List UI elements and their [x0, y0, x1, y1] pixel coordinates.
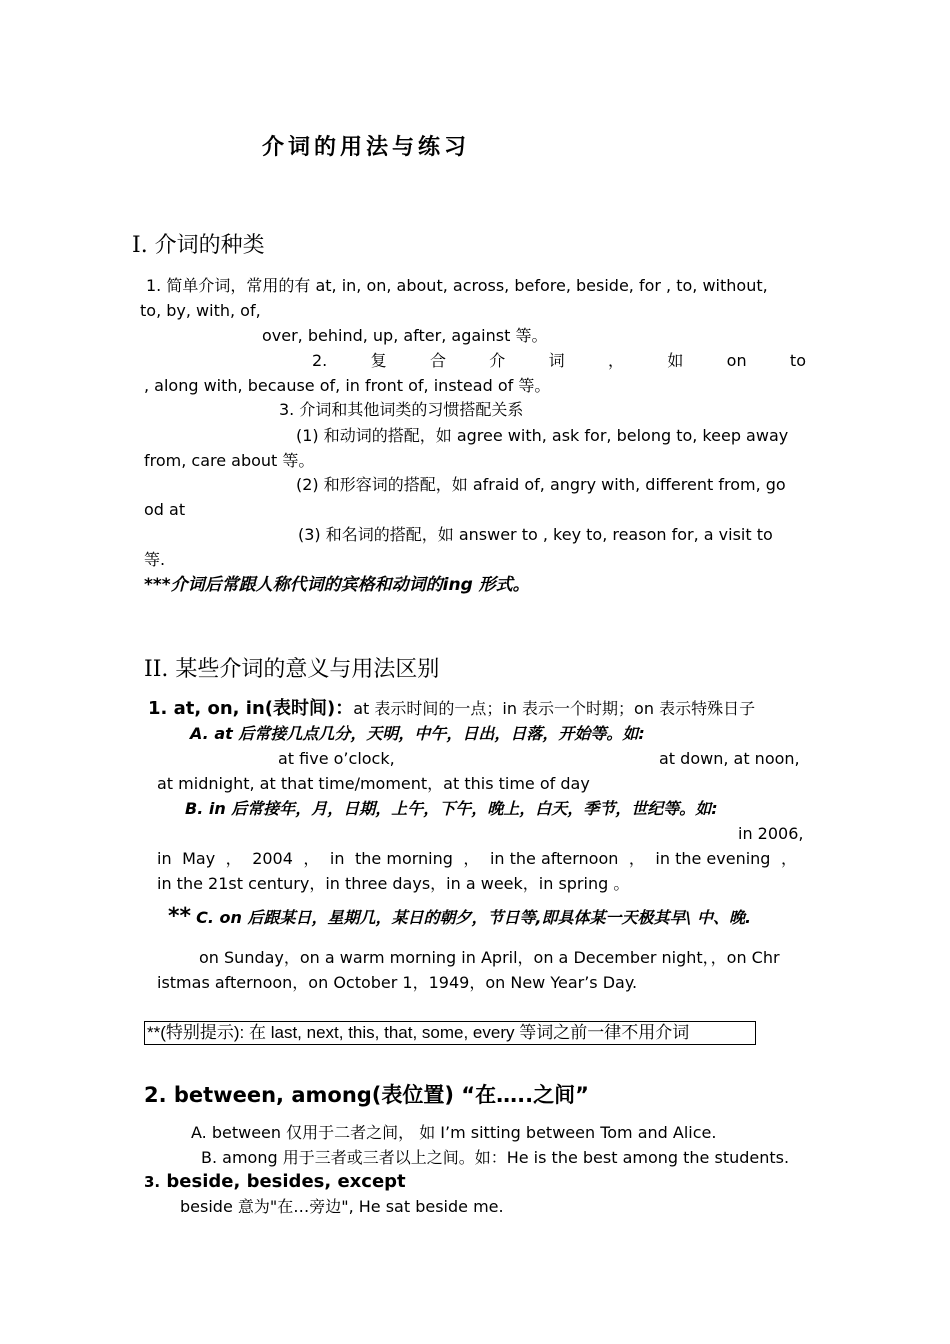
example-line: beside 意为"在…旁边", He sat beside me.	[180, 1197, 504, 1216]
section-heading-1: I. 介词的种类	[132, 233, 265, 258]
subsection-heading: 1. at, on, in(表时间)：at 表示时间的一点；in 表示一个时期；on 表示特殊日子	[148, 698, 756, 719]
text-line-justified: 2. 复 合 介 词 ， 如 on to	[312, 351, 806, 370]
subsection-heading: 3. beside, besides, except	[144, 1171, 406, 1192]
section-heading-3: 2. between, among(表位置) “在…..之间”	[144, 1083, 589, 1107]
text-line: from, care about 等。	[144, 451, 315, 470]
text-line: (2) 和形容词的搭配，如 afraid of, angry with, different from, go	[296, 475, 786, 494]
example-line: at down, at noon,	[659, 749, 800, 768]
text-line: over, behind, up, after, against 等。	[262, 326, 548, 345]
text-line: to, by, with, of,	[140, 301, 261, 320]
example-line: A. between 仅用于二者之间， 如 I’m sitting between Tom and Alice.	[191, 1123, 717, 1142]
text-line: (3) 和名词的搭配，如 answer to , key to, reason for, a visit to	[298, 525, 773, 544]
note-line: ***介词后常跟人称代词的宾格和动词的ing 形式。	[144, 575, 530, 595]
rule-line: ** C. on 后跟某日，星期几，某日的朝夕，节日等,即具体某一天极其早\ 中、晚.	[168, 904, 752, 929]
page-title: 介词的用法与练习	[262, 134, 471, 160]
section-heading-2: II. 某些介词的意义与用法区别	[144, 657, 440, 682]
example-line: in the 21st century，in three days，in a week，in spring 。	[157, 874, 630, 893]
example-line: at midnight, at that time/moment，at this time of day	[157, 774, 590, 793]
text-line: 等.	[144, 550, 166, 569]
rule-line: B. in 后常接年，月，日期，上午，下午，晚上，白天，季节，世纪等。如:	[185, 799, 718, 818]
text-line: 1. 简单介词，常用的有 at, in, on, about, across, before, beside, for , to, without,	[146, 276, 768, 295]
example-line: B. among 用于三者或三者以上之间。如：He is the best among the students.	[201, 1148, 790, 1167]
text-line: , along with, because of, in front of, instead of 等。	[144, 376, 551, 395]
example-line: at five o’clock,	[278, 749, 395, 768]
example-line-justified: in May ， 2004 ， in the morning ， in the afternoon ， in the evening ，	[157, 849, 797, 868]
rule-line: A. at 后常接几点几分，天明，中午，日出，日落，开始等。如:	[190, 724, 645, 743]
example-line: on Sunday，on a warm morning in April，on a December night，，on Chr	[199, 948, 780, 967]
text-line: od at	[144, 500, 186, 519]
text-line: (1) 和动词的搭配，如 agree with, ask for, belong to, keep away	[296, 426, 789, 445]
special-tip-box: **(特别提示): 在 last, next, this, that, some, every 等词之前一律不用介词	[144, 1021, 756, 1045]
example-line: in 2006,	[738, 824, 804, 843]
example-line: istmas afternoon，on October 1，1949，on New Year’s Day.	[157, 973, 638, 992]
text-line: 3. 介词和其他词类的习惯搭配关系	[279, 400, 524, 419]
